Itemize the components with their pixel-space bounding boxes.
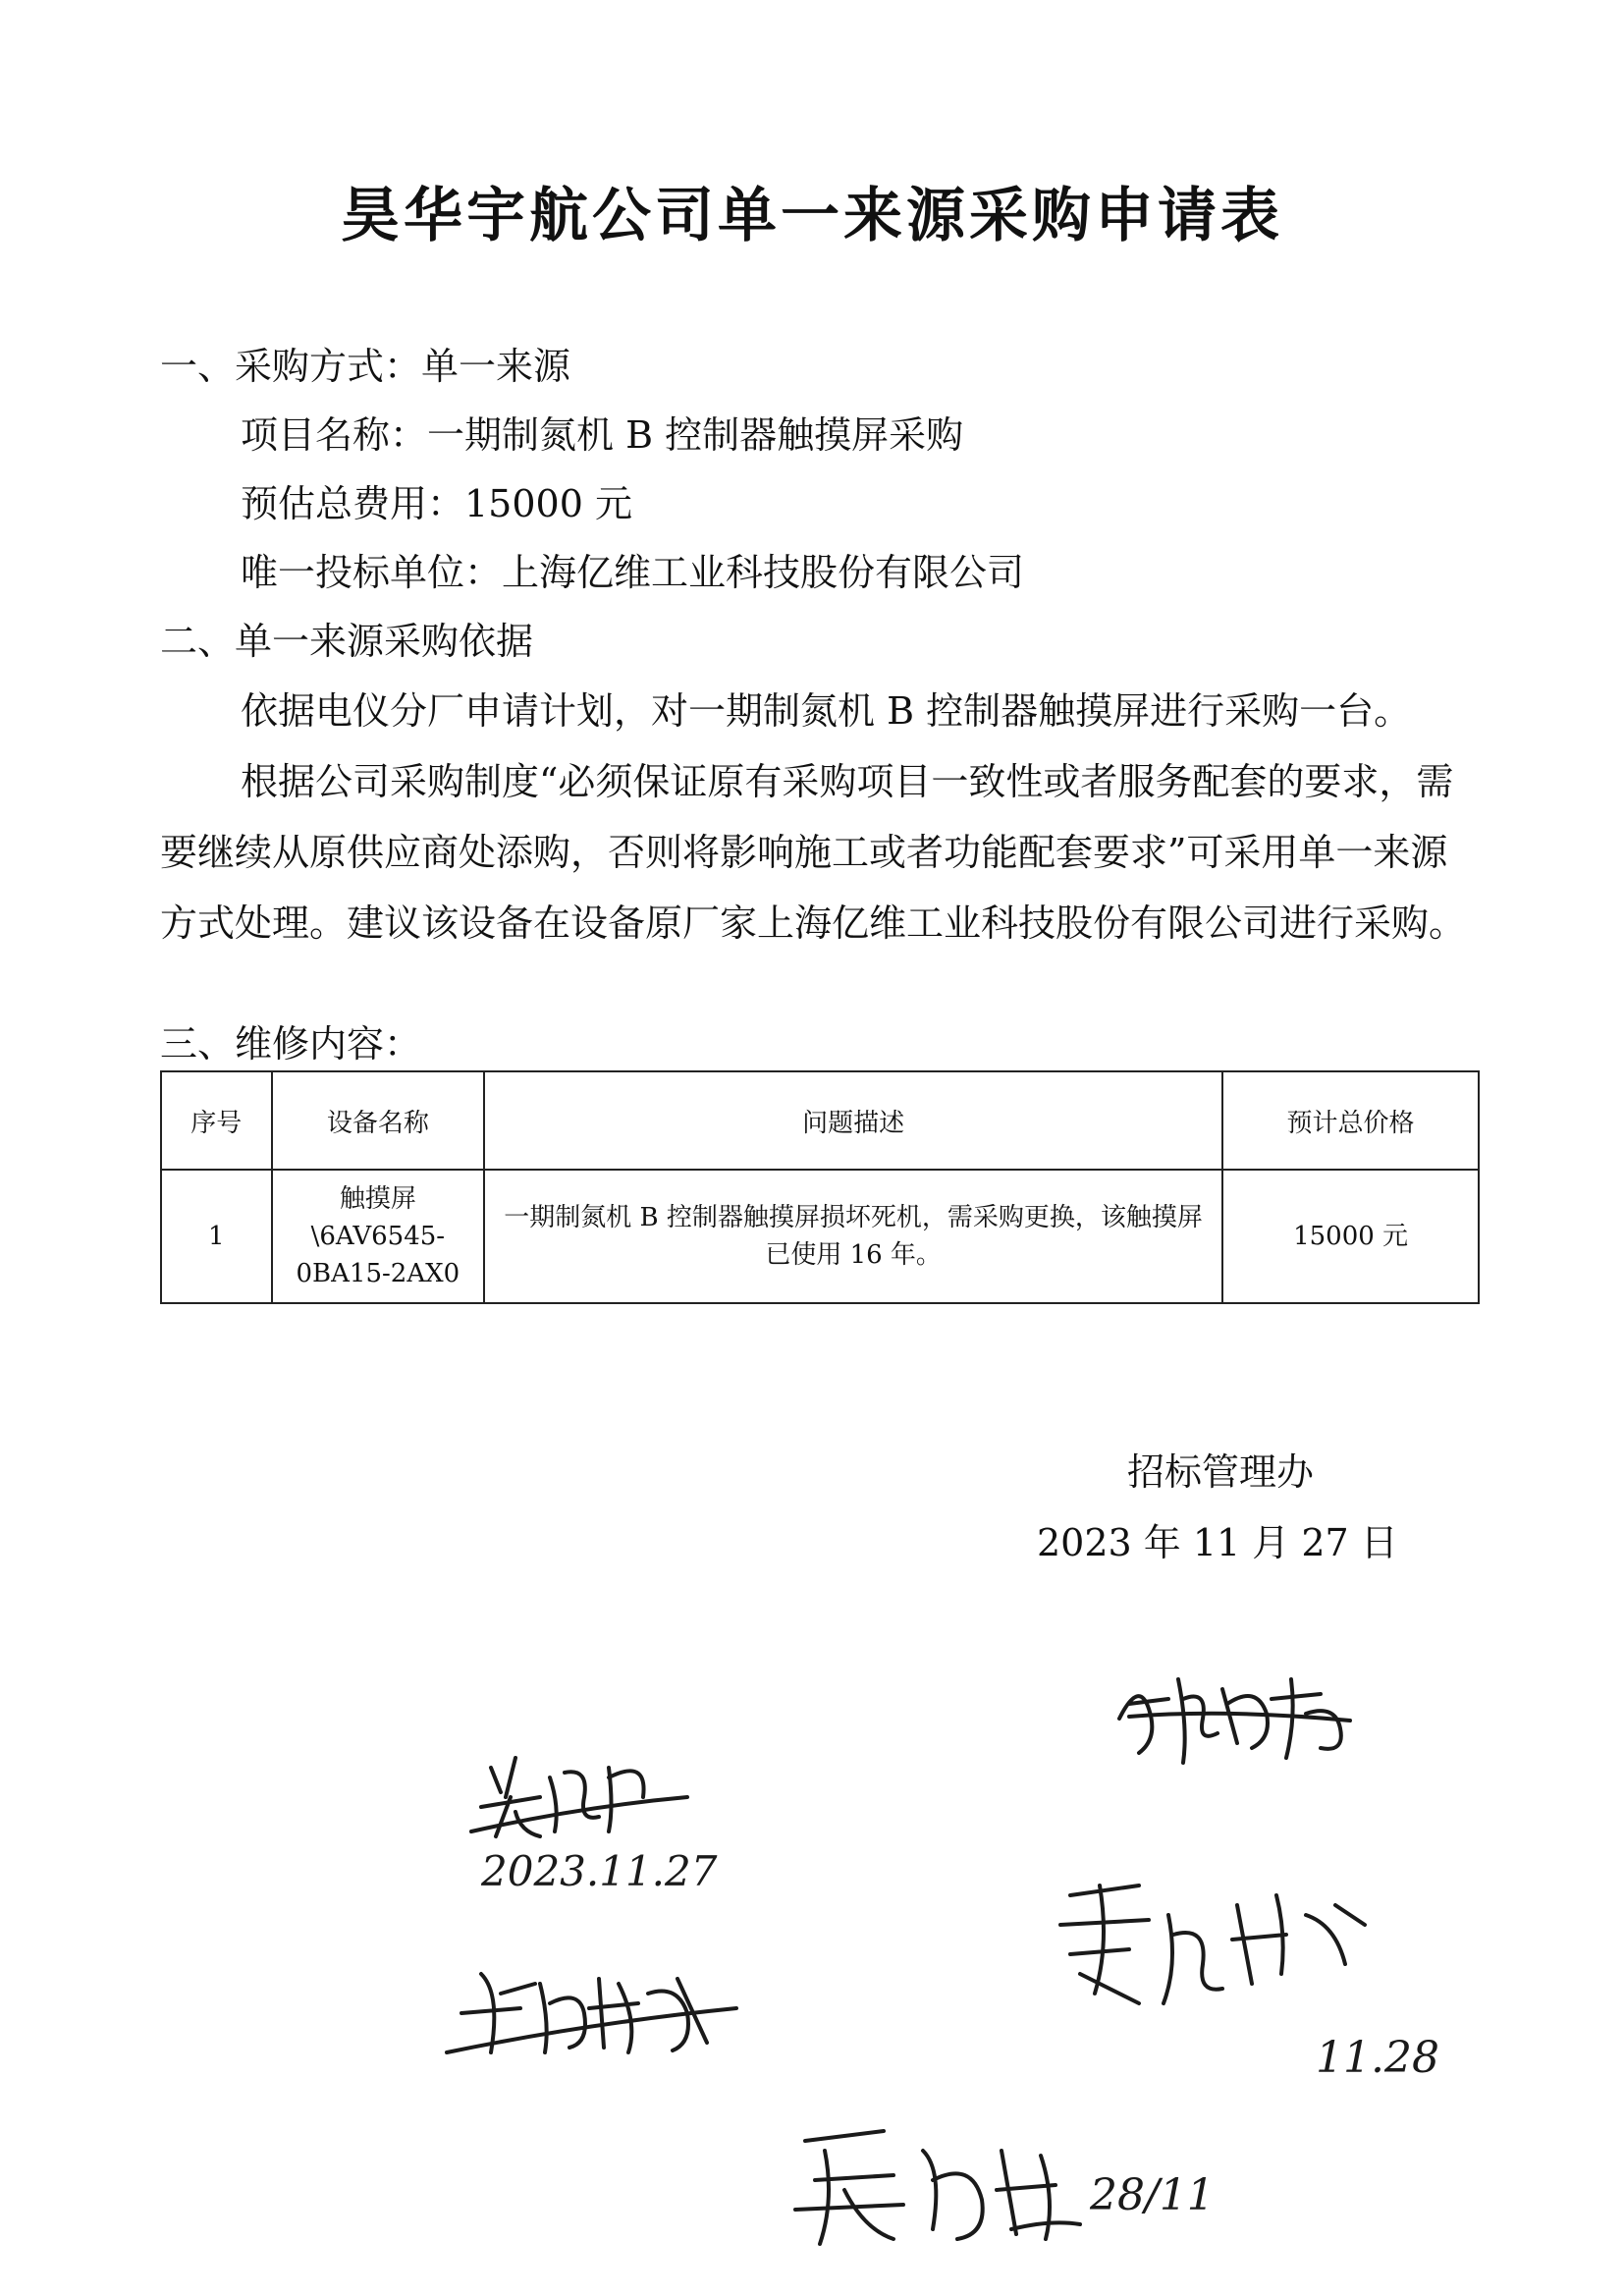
document-title: 昊华宇航公司单一来源采购申请表 bbox=[341, 182, 1283, 250]
col-price: 预计总价格 bbox=[1222, 1071, 1479, 1170]
cell-equipment-name bbox=[272, 1170, 485, 1303]
handwritten-signature bbox=[442, 1954, 756, 2076]
signature-date: 11.28 bbox=[1316, 2033, 1439, 2083]
cell-price: 15000 元 bbox=[1222, 1170, 1479, 1303]
cell-seq: 1 bbox=[161, 1170, 272, 1303]
handwritten-signature bbox=[785, 2121, 1237, 2263]
col-seq: 序号 bbox=[161, 1071, 272, 1170]
handwritten-signature bbox=[461, 1738, 736, 1909]
table-header-row bbox=[161, 1071, 1479, 1170]
sole-bidder: 唯一投标单位：上海亿维工业科技股份有限公司 bbox=[241, 551, 1025, 594]
col-description: 问题描述 bbox=[484, 1071, 1222, 1170]
cell-description: 一期制氮机 B 控制器触摸屏损坏死机，需采购更换，该触摸屏已使用 16 年。 bbox=[484, 1170, 1222, 1303]
handwritten-signature bbox=[1041, 1866, 1453, 2105]
table-row bbox=[161, 1170, 1479, 1303]
repair-table bbox=[160, 1070, 1480, 1304]
estimated-cost: 预估总费用：15000 元 bbox=[241, 482, 632, 525]
signature-date: 28/11 bbox=[1090, 2170, 1215, 2220]
col-equipment-name: 设备名称 bbox=[272, 1071, 485, 1170]
equipment-model-line: \6AV6545- bbox=[310, 1222, 446, 1251]
handwritten-signature bbox=[1110, 1660, 1365, 1772]
equipment-model-line: 0BA15-2AX0 bbox=[296, 1259, 460, 1288]
basis-paragraph-2: 根据公司采购制度“必须保证原有采购项目一致性或者服务配套的要求，需要继续从原供应商处添购，否则将影响施工或者功能配套要求”可采用单一来源方式处理。建议该设备在设备原厂家上海亿维工业科技股份有限公司进行采购。 bbox=[160, 760, 1467, 945]
section3-heading: 三、维修内容： bbox=[160, 1022, 422, 1066]
basis-paragraph-1: 依据电仪分厂申请计划，对一期制氮机 B 控制器触摸屏进行采购一台。 bbox=[241, 689, 1412, 733]
issue-date: 2023 年 11 月 27 日 bbox=[1037, 1521, 1398, 1564]
equipment-name-line: 触摸屏 bbox=[339, 1184, 416, 1214]
section2-heading: 二、单一来源采购依据 bbox=[160, 620, 534, 663]
procurement-method: 一、采购方式：单一来源 bbox=[160, 345, 571, 388]
project-name: 项目名称：一期制氮机 B 控制器触摸屏采购 bbox=[241, 413, 964, 457]
signature-date: 2023.11.27 bbox=[481, 1847, 718, 1895]
issuing-department: 招标管理办 bbox=[1127, 1450, 1315, 1494]
